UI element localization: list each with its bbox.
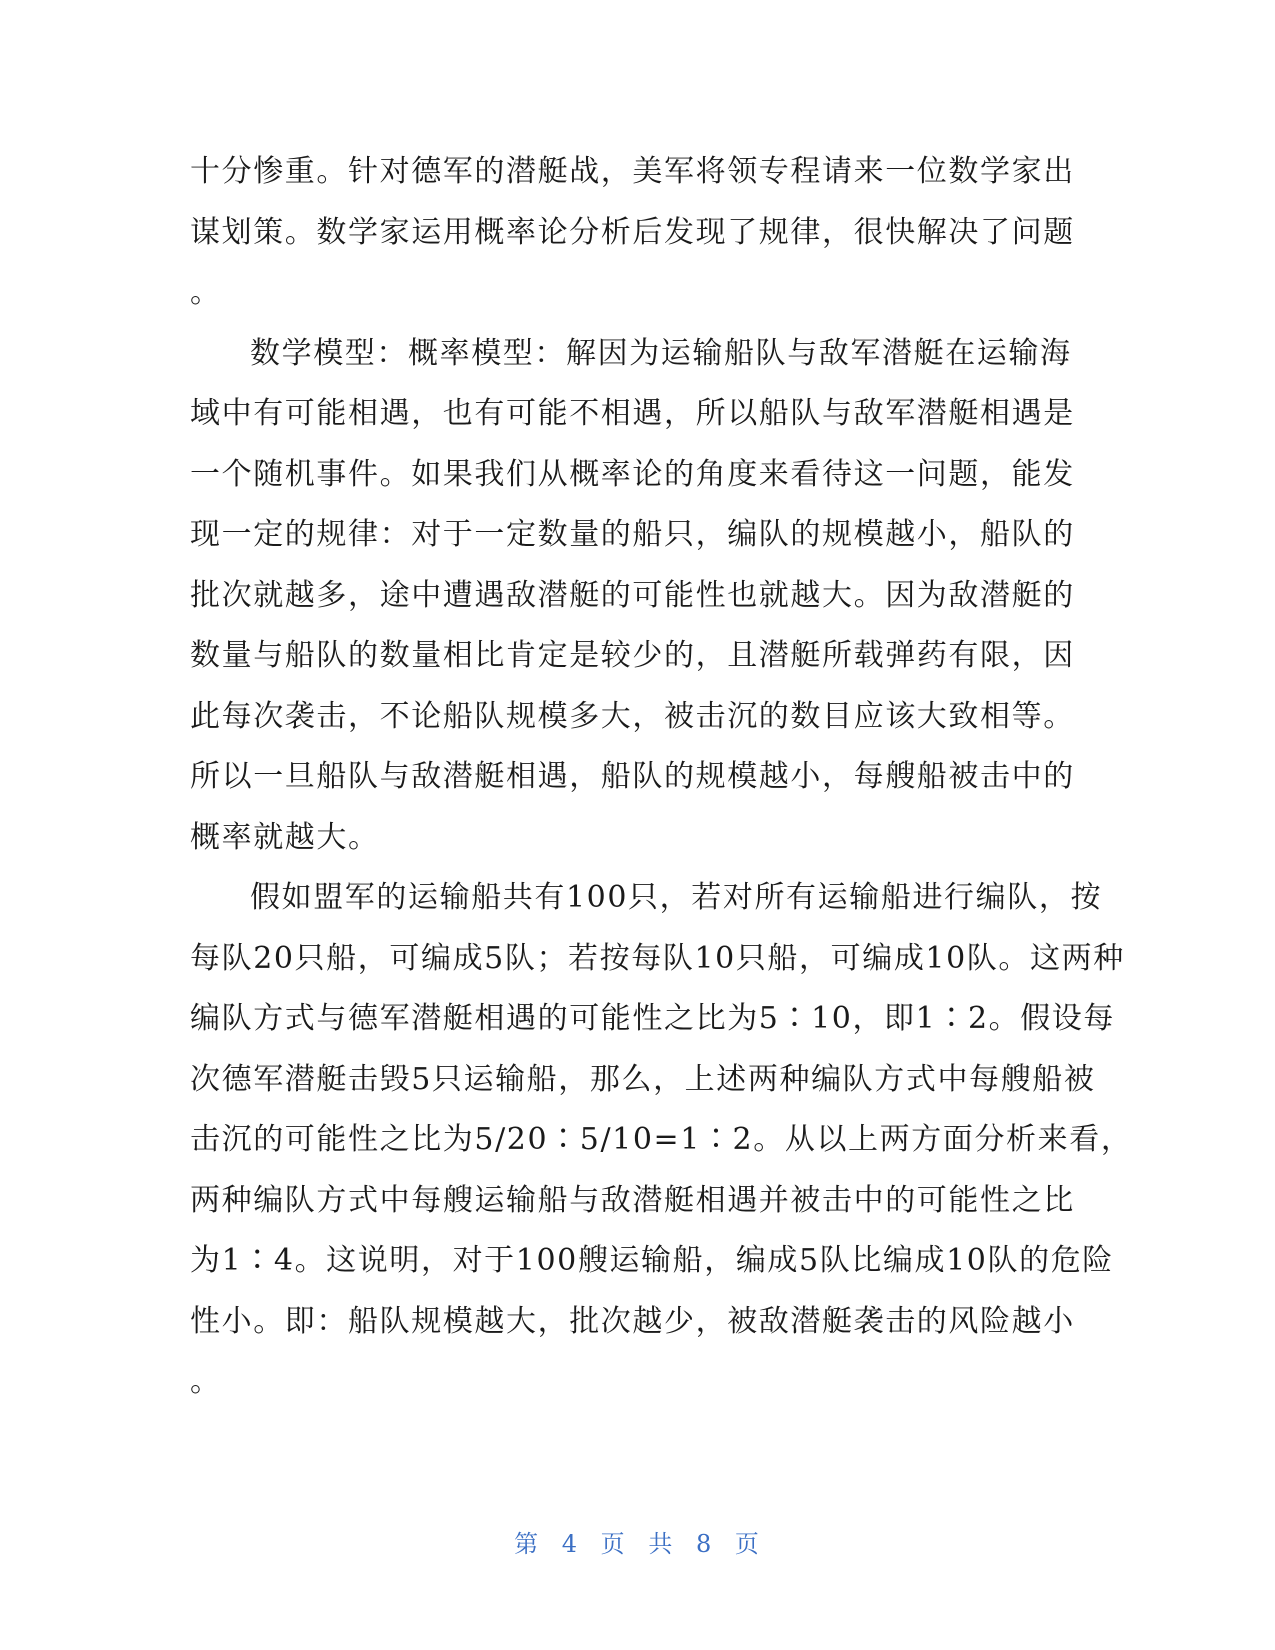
text-line: 此每次袭击，不论船队规模多大，被击沉的数目应该大致相等。 bbox=[190, 698, 1075, 734]
text-line: 编队方式与德军潜艇相遇的可能性之比为5∶10，即1∶2。假设每 bbox=[190, 1001, 1116, 1036]
text-line: 数量与船队的数量相比肯定是较少的，且潜艇所载弹药有限，因 bbox=[190, 638, 1075, 673]
text-line: 假如盟军的运输船共有100只，若对所有运输船进行编队，按 bbox=[250, 880, 1103, 915]
text-line: 。 bbox=[190, 275, 222, 310]
text-line: 为1∶4。这说明，对于100艘运输船，编成5队比编成10队的危险 bbox=[190, 1243, 1114, 1278]
paragraph-1 bbox=[190, 142, 1075, 324]
footer-word-gong: 共 bbox=[648, 1530, 675, 1558]
text-line: 现一定的规律：对于一定数量的船只，编队的规模越小，船队的 bbox=[190, 517, 1075, 552]
text-line: 谋划策。数学家运用概率论分析后发现了规律，很快解决了问题 bbox=[190, 214, 1075, 250]
text-line: 批次就越多，途中遭遇敌潜艇的可能性也就越大。因为敌潜艇的 bbox=[190, 577, 1075, 613]
footer-current-page: 4 bbox=[561, 1530, 580, 1558]
footer-word-di: 第 bbox=[514, 1530, 541, 1558]
text-line: 数学模型：概率模型：解因为运输船队与敌军潜艇在运输海 bbox=[250, 335, 1072, 371]
text-line: 每队20只船，可编成5队；若按每队10只船，可编成10队。这两种 bbox=[190, 940, 1125, 976]
footer-word-ye: 页 bbox=[600, 1530, 627, 1558]
text-line: 次德军潜艇击毁5只运输船，那么，上述两种编队方式中每艘船被 bbox=[190, 1061, 1096, 1097]
page-footer bbox=[0, 1524, 1275, 1559]
footer-word-ye-2: 页 bbox=[734, 1530, 761, 1558]
text-line: 。 bbox=[190, 1364, 222, 1399]
text-line: 域中有可能相遇，也有可能不相遇，所以船队与敌军潜艇相遇是 bbox=[190, 396, 1075, 431]
text-line: 十分惨重。针对德军的潜艇战，美军将领专程请来一位数学家出 bbox=[190, 154, 1075, 189]
text-line: 概率就越大。 bbox=[190, 819, 380, 855]
footer-total-pages: 8 bbox=[695, 1530, 714, 1558]
document-body bbox=[190, 142, 1133, 1413]
text-line: 性小。即：船队规模越大，批次越少，被敌潜艇袭击的风险越小 bbox=[190, 1303, 1075, 1339]
text-line: 击沉的可能性之比为5/20∶5/10=1∶2。从以上两方面分析来看， bbox=[190, 1122, 1133, 1157]
paragraph-3 bbox=[190, 868, 1133, 1413]
text-line: 一个随机事件。如果我们从概率论的角度来看待这一问题，能发 bbox=[190, 456, 1075, 492]
text-line: 两种编队方式中每艘运输船与敌潜艇相遇并被击中的可能性之比 bbox=[190, 1182, 1075, 1218]
paragraph-2 bbox=[190, 324, 1075, 869]
text-line: 所以一旦船队与敌潜艇相遇，船队的规模越小，每艘船被击中的 bbox=[190, 759, 1075, 794]
